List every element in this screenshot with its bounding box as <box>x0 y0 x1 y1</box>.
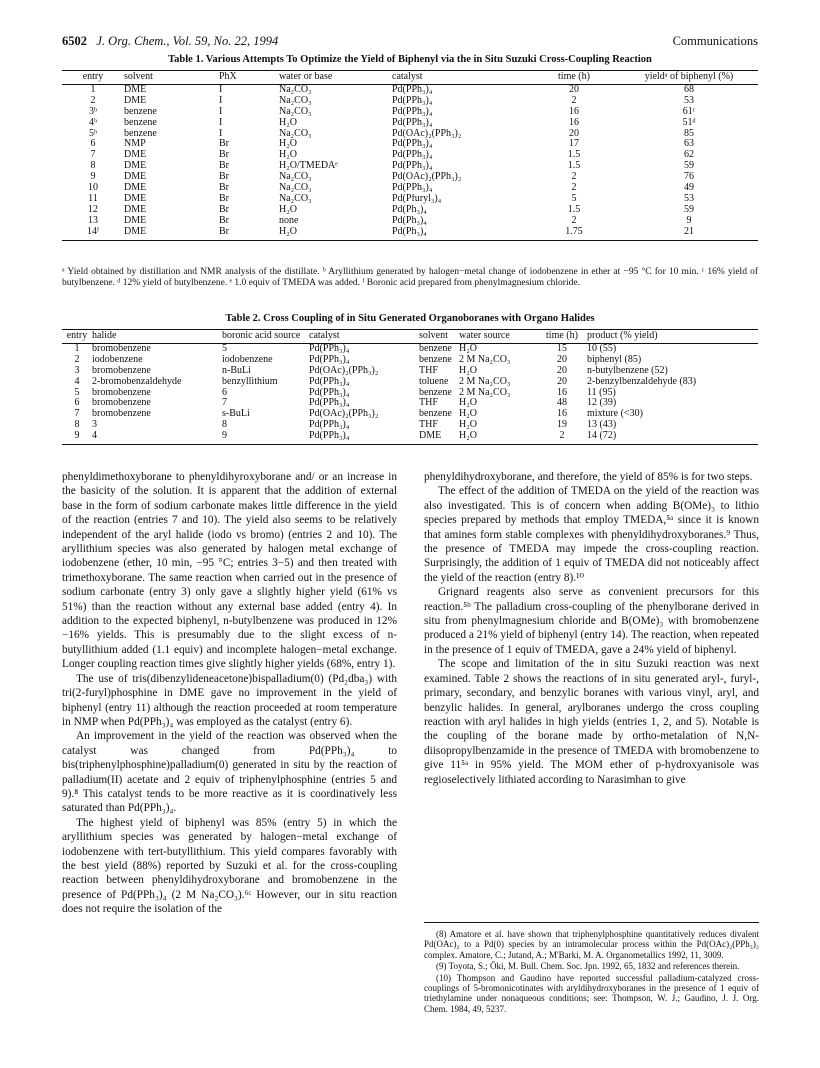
table-cell: 5 <box>222 343 227 354</box>
table-cell: DME <box>124 227 219 240</box>
table-cell: DME <box>124 161 147 172</box>
table-cell: n-butylbenzene (52) <box>587 365 668 376</box>
table-row <box>62 129 758 140</box>
paragraph: phenyldihydroxyborane, and therefore, the yield of 85% is for two steps. <box>424 471 753 483</box>
table-cell: Pd(PPh₃)₄ <box>392 117 433 128</box>
table-cell: 11 (95) <box>587 387 616 398</box>
table-cell: 6 <box>90 139 96 150</box>
table-cell: bromobenzene <box>92 343 151 354</box>
table-row <box>62 183 758 194</box>
table-cell: n-BuLi <box>222 365 251 376</box>
paragraph: The use of tris(dibenzylideneacetone)bispalladium(0) (Pd₂dba₃) with tri(2-furyl)phosphine in DME gave no improvement in the yield of biphenyl (entry 11) although the reaction proceeded at room temperature in NMP when Pd(PPh₃)₄ was employed as the catalyst (entry 6). <box>62 672 397 728</box>
table-cell: 9 <box>686 215 692 226</box>
table-cell: 16 <box>557 387 567 398</box>
table-cell: NMP <box>124 139 146 150</box>
table-cell: Pd(PPh₃)₄ <box>309 387 350 398</box>
table-cell: Pd(OAc)₂(PPh₃)₂ <box>392 172 462 183</box>
table-cell: H₂O <box>459 431 537 444</box>
table-cell: Pd(OAc)₂(PPh₃)₂ <box>309 365 379 376</box>
page-header <box>62 34 758 50</box>
table-cell: 8 <box>74 420 80 431</box>
table-cell: DME <box>124 150 147 161</box>
table-cell: iodobenzene <box>92 354 143 365</box>
table-cell: 9 <box>62 431 92 444</box>
table-cell: 85 <box>684 128 694 139</box>
table-row <box>62 398 758 409</box>
paragraph: (8) Amatore et al. have shown that triphenylphosphine quantitatively reduces divalent Pd(OAc)₂ to a Pd(0) species by an intramolecular process within the Pd(OAc)₂(PPh₃)₂ complex. Amatore, C.; Jutand, A.; M'Barki, M. A. Organometallics 1992, 11, 3009. <box>424 929 759 960</box>
table-row <box>62 172 758 183</box>
table-row <box>62 118 758 129</box>
table-cell: 8 <box>222 420 227 431</box>
table-cell: 62 <box>684 150 694 161</box>
table-cell: H₂O <box>279 117 297 128</box>
paragraph: phenyldimethoxyborane to phenyldihyroxyborane and/ or an increase in the basicity of the solution. It is apparent that the addition of external base in the form of sodium carbonate makes little difference in the yield of the reaction (entries 7 and 10). The yield also seems to be relatively independent of the aryl halide (iodo vs bromo) (entries 2 and 10). The aryllithium species was also generated by halogen metal exchange of iodobenzene (ether, 10 min, −95 °C; entries 3−5) and then treated with trimethoxyborane. The same reaction when carried out in the presence of sodium carbonate (entry 3) only gave a slightly higher yield (61% vs 51%) than the reaction without any external base added (entry 4). In addition to the expected biphenyl, n-butylbenzene was produced in 12%−16% yields. This is presumably due to the slight excess of n-butyllithium added (1.1 equiv) and incomplete halogen−metal exchange. Longer coupling reaction times give slightly higher yields (68%, entry 1). <box>62 471 397 671</box>
table-cell: 16 <box>569 106 579 117</box>
table-cell: benzene <box>419 354 452 365</box>
table-cell: 21 <box>620 227 758 240</box>
table-cell: Br <box>219 227 279 240</box>
table1 <box>62 70 758 241</box>
table-row <box>62 420 758 431</box>
table-cell: Pd(PPh₃)₄ <box>392 183 433 194</box>
page-number: 6502 <box>62 34 87 48</box>
paragraph: The highest yield of biphenyl was 85% (entry 5) in which the aryllithium species was generated by halogen−metal exchange of iodobenzene with tert-butyllithium. This yield compares favorably with the best yield (88%) reported by Suzuki et al. for the cross-coupling reaction between phenyldihydroxyborane and bromobenzene in the presence of Pd(PPh₃)₄ (2 M Na₂CO₃).⁶ᶜ However, our in situ reaction does not require the isolation of the <box>62 816 397 916</box>
table-cell: Pd(Ph₃)₄ <box>392 227 528 240</box>
table-cell: Pd(OAc)₂(PPh₃)₂ <box>309 409 379 420</box>
table-cell: H₂O <box>279 227 392 240</box>
table-cell: DME <box>419 431 459 444</box>
table-cell: 6 <box>74 398 80 409</box>
table-cell: 2-bromobenzaldehyde <box>92 376 182 387</box>
table-row <box>62 150 758 161</box>
table-cell: 11 <box>88 193 98 204</box>
table-cell: Pd(PPh₃)₄ <box>392 139 433 150</box>
table-cell: 53 <box>684 193 694 204</box>
table-cell: 1 <box>90 84 96 95</box>
table-cell: Na₂CO₃ <box>279 95 312 106</box>
table-cell: 20 <box>569 84 579 95</box>
table-cell: Br <box>219 161 229 172</box>
table-cell: 20 <box>569 128 579 139</box>
table1-header-1: solvent <box>124 71 219 85</box>
table-cell: none <box>279 215 299 226</box>
table-cell: 2 <box>571 172 577 183</box>
table-row <box>62 227 758 240</box>
table-cell: Na₂CO₃ <box>279 128 312 139</box>
table-cell: THF <box>419 420 438 431</box>
table2-header-2: boronic acid source <box>222 330 309 344</box>
table-row <box>62 343 758 354</box>
table-cell: Pd(PPh₃)₄ <box>309 420 350 431</box>
table-cell: 20 <box>557 354 567 365</box>
table2-caption: Table 2. Cross Coupling of in Situ Generated Organoboranes with Organo Halides <box>225 313 595 324</box>
table2 <box>62 329 758 445</box>
table-cell: 6 <box>222 387 227 398</box>
table1-header-6: yieldᵃ of biphenyl (%) <box>620 71 758 85</box>
table-cell: toluene <box>419 376 449 387</box>
table-cell: H₂O <box>279 150 297 161</box>
table-cell: Br <box>219 215 229 226</box>
section-label: Communications <box>672 34 758 48</box>
table-cell: 2 <box>571 95 577 106</box>
table-row <box>62 139 758 150</box>
paragraph: (10) Thompson and Gaudino have reported successful palladium-catalyzed cross-couplings of 5-bromonicotinates with aryldihydroxyboranes in the presence of 1 equiv of triethylamine under nonaqueous conditions; see: Thompson, W. J.; Gaudino, J. J. Org. Chem. 1984, 49, 5237. <box>424 972 759 1014</box>
table-cell: 3 <box>92 420 97 431</box>
table-cell: Pd(PPh₃)₄ <box>392 106 433 117</box>
table-cell: Pd(PPh₃)₄ <box>392 84 433 95</box>
table-row <box>62 216 758 227</box>
table-cell: 2-benzylbenzaldehyde (83) <box>587 376 697 387</box>
table-cell: H₂O <box>459 365 477 376</box>
table1-header-0: entry <box>62 71 124 85</box>
table-row <box>62 355 758 366</box>
table-cell: Pd(Ph₃)₄ <box>392 215 427 226</box>
table-row <box>62 409 758 420</box>
table-cell: 20 <box>557 376 567 387</box>
table-cell: 4 <box>92 431 222 444</box>
table2-header-0: entry <box>62 330 92 344</box>
table-cell: 14 (72) <box>587 431 758 444</box>
table2-header-1: halide <box>92 330 222 344</box>
table-cell: Br <box>219 150 229 161</box>
table-row <box>62 161 758 172</box>
table-cell: 59 <box>684 204 694 215</box>
table-cell: 7 <box>222 398 227 409</box>
journal-citation: J. Org. Chem., Vol. 59, No. 22, 1994 <box>96 34 279 48</box>
table-cell: 2 <box>90 95 96 106</box>
table-cell: H₂O <box>459 398 477 409</box>
table-cell: Br <box>219 172 229 183</box>
table-cell: H₂O <box>279 139 297 150</box>
table-cell: Pd(Pfuryl₃)₄ <box>392 193 442 204</box>
table-cell: THF <box>419 398 438 409</box>
table-cell: Pd(PPh₃)₄ <box>309 343 350 354</box>
table-cell: 10 <box>88 183 98 194</box>
table-cell: Pd(PPh₃)₄ <box>309 354 350 365</box>
table-cell: Br <box>219 139 229 150</box>
table-cell: H₂O <box>459 343 477 354</box>
table-cell: benzene <box>124 128 157 139</box>
table-cell: DME <box>124 193 147 204</box>
table-cell: Pd(PPh₃)₄ <box>392 161 433 172</box>
table-row <box>62 84 758 95</box>
table-cell: 19 <box>557 420 567 431</box>
table-cell: H₂O <box>459 409 477 420</box>
table-cell: bromobenzene <box>92 365 151 376</box>
table-cell: 7 <box>90 150 96 161</box>
table-row <box>62 205 758 216</box>
table1-header-4: catalyst <box>392 71 528 85</box>
table-cell: Pd(OAc)₂(PPh₃)₂ <box>392 128 462 139</box>
table-cell: 15 <box>557 343 567 354</box>
table-cell: 1.5 <box>567 150 581 161</box>
table-cell: bromobenzene <box>92 387 151 398</box>
table-cell: mixture (<30) <box>587 409 643 420</box>
table-cell: 2 <box>571 183 577 194</box>
table-cell: Pd(PPh₃)₄ <box>392 150 433 161</box>
body-left-column <box>62 470 397 917</box>
table-cell: benzene <box>124 117 157 128</box>
table-cell: 9 <box>90 172 96 183</box>
table-cell: Pd(PPh₃)₄ <box>309 398 350 409</box>
table-cell: Pd(Ph₃)₄ <box>392 204 427 215</box>
table-row <box>62 388 758 399</box>
table-cell: I <box>219 106 223 117</box>
table-cell: Pd(PPh₃)₄ <box>309 376 350 387</box>
table-cell: Na₂CO₃ <box>279 172 312 183</box>
table-cell: I <box>219 84 223 95</box>
table-cell: 10 (55) <box>587 343 617 354</box>
paragraph: Grignard reagents also serve as convenient precursors for this reaction.⁵ᵇ The palladium cross-coupling of the phenylborane derived in situ from phenylmagnesium chloride and B(OMe)₃ with bromobenzene produced a 21% yield of biphenyl (entry 14). The reaction, when repeated in the presence of 1 equiv of TMEDA, gave a 24% yield of biphenyl. <box>424 586 759 656</box>
table-cell: 16 <box>557 409 567 420</box>
table-cell: benzene <box>419 387 452 398</box>
table1-header-2: PhX <box>219 71 279 85</box>
table-cell: H₂O/TMEDAᵉ <box>279 161 338 172</box>
table-cell: I <box>219 128 223 139</box>
table-cell: 8 <box>90 161 96 172</box>
table-cell: 20 <box>557 365 567 376</box>
table-cell: DME <box>124 95 147 106</box>
table-cell: 4ᵇ <box>88 117 98 128</box>
table-cell: 2 M Na₂CO₃ <box>459 376 511 387</box>
table-cell: Pd(PPh₃)₄ <box>392 95 433 106</box>
table-cell: 2 <box>74 354 80 365</box>
table2-header-4: solvent <box>419 330 459 344</box>
table-cell: 5 <box>571 193 577 204</box>
table-cell: Pd(PPh₃)₄ <box>309 431 419 444</box>
table-cell: benzene <box>419 409 452 420</box>
table-cell: DME <box>124 204 147 215</box>
table-cell: 3 <box>74 365 80 376</box>
table-cell: DME <box>124 215 147 226</box>
table1-header-3: water or base <box>279 71 392 85</box>
table-cell: bromobenzene <box>92 398 151 409</box>
table-cell: 63 <box>684 139 694 150</box>
table-cell: 5ᵇ <box>88 128 98 139</box>
table-row <box>62 377 758 388</box>
footnotes <box>424 922 759 1015</box>
table-cell: 2 M Na₂CO₃ <box>459 387 511 398</box>
table-cell: 12 <box>88 204 98 215</box>
paragraph: (9) Toyota, S.; Ōki, M. Bull. Chem. Soc. Jpn. 1992, 65, 1832 and references therein. <box>436 961 740 972</box>
table-row <box>62 366 758 377</box>
table-cell: 5 <box>74 387 80 398</box>
table-cell: 13 <box>88 215 98 226</box>
table-row <box>62 431 758 444</box>
table-cell: 2 <box>571 215 577 226</box>
table-cell: benzene <box>419 343 452 354</box>
table-cell: THF <box>419 365 438 376</box>
table-cell: Na₂CO₃ <box>279 106 312 117</box>
table-cell: 1 <box>74 343 80 354</box>
table-cell: 17 <box>569 139 579 150</box>
table-cell: Na₂CO₃ <box>279 193 312 204</box>
table-cell: 48 <box>557 398 567 409</box>
table-cell: I <box>219 117 223 128</box>
table-cell: 2 M Na₂CO₃ <box>459 354 511 365</box>
table-cell: 3ᵇ <box>88 106 98 117</box>
table-row <box>62 96 758 107</box>
table-cell: Br <box>219 193 229 204</box>
table-cell: 61ᶜ <box>682 106 696 117</box>
table1-header-5: time (h) <box>528 71 620 85</box>
table-cell: 59 <box>684 161 694 172</box>
table-cell: 16 <box>569 117 579 128</box>
table2-header-5: water source <box>459 330 537 344</box>
table-cell: Na₂CO₃ <box>279 183 312 194</box>
table-cell: 14ᶠ <box>62 227 124 240</box>
table-cell: H₂O <box>459 420 477 431</box>
table-cell: DME <box>124 183 147 194</box>
table-cell: s-BuLi <box>222 409 250 420</box>
table-cell: 76 <box>684 172 694 183</box>
table2-header-3: catalyst <box>309 330 419 344</box>
table-cell: biphenyl (85) <box>587 354 642 365</box>
table-cell: benzene <box>124 106 157 117</box>
table-cell: DME <box>124 172 147 183</box>
paragraph: An improvement in the yield of the reaction was observed when the catalyst was changed from Pd(PPh₃)₄ to bis(triphenylphosphine)palladium(0) generated in situ by the reaction of palladium(II) acetate and 2 equiv of triphenylphosphine (entries 5 and 9).⁸ This catalyst tends to be more reactive as it is coordinatively less saturated than Pd(PPh₃)₄. <box>62 730 397 815</box>
table-cell: 1.5 <box>567 161 581 172</box>
table2-header-6: time (h) <box>537 330 587 344</box>
table-cell: Na₂CO₃ <box>279 84 312 95</box>
table-row <box>62 194 758 205</box>
table-cell: 1.5 <box>567 204 581 215</box>
table-cell: 68 <box>684 84 694 95</box>
table2-header-7: product (% yield) <box>587 330 758 344</box>
table-cell: DME <box>124 84 147 95</box>
table-cell: 51ᵈ <box>682 117 696 128</box>
table-cell: 1.75 <box>528 227 620 240</box>
table-cell: 13 (43) <box>587 420 617 431</box>
table-cell: 12 (39) <box>587 398 617 409</box>
table-cell: iodobenzene <box>222 354 273 365</box>
table-cell: 2 <box>537 431 587 444</box>
table-cell: 7 <box>74 409 80 420</box>
table-cell: benzyllithium <box>222 376 278 387</box>
table1-footnote: ᵃ Yield obtained by distillation and NMR analysis of the distillate. ᵇ Aryllithium generated by halogen−metal change of iodobenzene in ether at −95 °C for 10 min. ᶜ 16% yield of butylbenzene. ᵈ 12% yield of butylbenzene. ᵉ 1.0 equiv of TMEDA was added. ᶠ Boronic acid prepared from phenylmagnesium chloride. <box>62 267 758 288</box>
table-cell: 53 <box>684 95 694 106</box>
table-row <box>62 107 758 118</box>
table-cell: bromobenzene <box>92 409 151 420</box>
body-right-column <box>424 470 759 787</box>
table-cell: H₂O <box>279 204 297 215</box>
table1-caption: Table 1. Various Attempts To Optimize the Yield of Biphenyl via the in Situ Suzuki Cross-Coupling Reaction <box>168 54 652 65</box>
table-cell: Br <box>219 204 229 215</box>
table-cell: I <box>219 95 223 106</box>
paragraph: The scope and limitation of the in situ Suzuki reaction was next examined. Table 2 shows the reactions of in situ generated aryl-, furyl-, primary, secondary, and benzylic boranes with various vinyl, aryl, and benzylic halides. In general, arylboranes undergo the cross coupling reaction with aryl halides in high yields (entries 1, 2, and 5). Notable is the coupling of the borane made by ortho-metalation of N,N-diisopropylbenzamide in the presence of TMEDA with bromobenzene to give 11⁵ᵃ in 95% yield. The MOM ether of p-hydroxyanisole was regioselectively lithiated according to Narasimhan to give <box>424 658 759 786</box>
table-cell: 49 <box>684 183 694 194</box>
table-cell: 9 <box>222 431 309 444</box>
table-cell: 4 <box>74 376 80 387</box>
table-cell: Br <box>219 183 229 194</box>
paragraph: The effect of the addition of TMEDA on the yield of the reaction was also investigated. This is of concern when adding B(OMe)₃ to lithio species prepared by methods that employ TMEDA,⁵ᵃ since it is known that amines form stable complexes with phenyldihydroxyboranes.⁹ Thus, the presence of TMEDA may impede the cross-coupling reaction. Surprisingly, the addition of 1 equiv of TMEDA did not noticeably affect the yield of the reaction (entry 8).¹⁰ <box>424 485 759 584</box>
